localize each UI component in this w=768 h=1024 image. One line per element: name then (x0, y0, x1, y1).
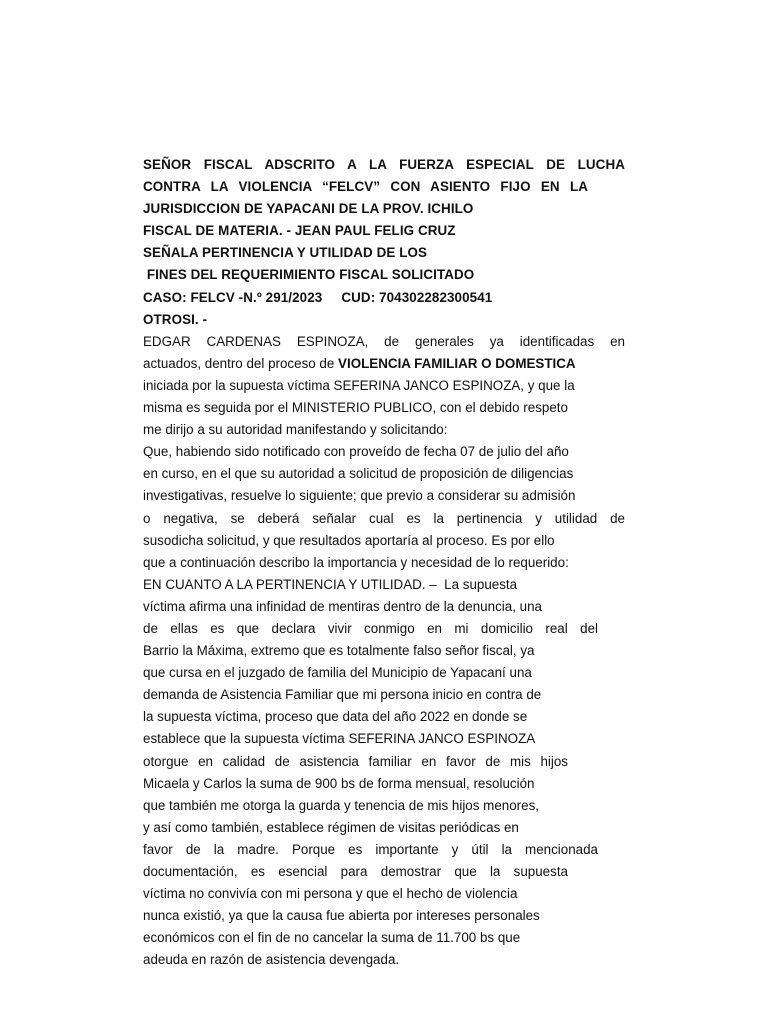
body-line: en curso, en el que su autoridad a solicitud de proposición de diligencias (143, 466, 574, 482)
otrosi-line: OTROSI. - (143, 311, 208, 327)
body-line: me dirijo a su autoridad manifestando y solicitando: (143, 422, 448, 438)
body-line: víctima afirma una infinidad de mentiras dentro de la denuncia, una (143, 598, 542, 614)
header-line: JURISDICCION DE YAPACANI DE LA PROV. ICHILO (143, 201, 474, 217)
body-line: EN CUANTO A LA PERTINENCIA Y UTILIDAD. – La supuesta (143, 576, 518, 592)
body-line: adeuda en razón de asistencia devengada. (143, 952, 400, 968)
body-line: demanda de Asistencia Familiar que mi persona inicio en contra de (143, 687, 542, 703)
body-line: misma es seguida por el MINISTERIO PUBLICO, con el debido respeto (143, 400, 568, 416)
body-line: iniciada por la supuesta víctima SEFERINA JANCO ESPINOZA, y que la (143, 377, 575, 393)
header-line: SEÑALA PERTINENCIA Y UTILIDAD DE LOS (143, 245, 428, 261)
header-line: CONTRA LA VIOLENCIA “FELCV” CON ASIENTO FIJO EN LA (143, 179, 588, 195)
process-type: VIOLENCIA FAMILIAR O DOMESTICA (338, 355, 576, 371)
body-line: investigativas, resuelve lo siguiente; que previo a considerar su admisión (143, 488, 576, 504)
document-text (143, 154, 623, 971)
body-line: favor de la madre. Porque es importante y útil la mencionada (143, 841, 598, 857)
body-line: económicos con el fin de no cancelar la suma de 11.700 bs que (143, 930, 521, 946)
body-line: la supuesta víctima, proceso que data del año 2022 en donde se (143, 709, 528, 725)
header-line: FINES DEL REQUERIMIENTO FISCAL SOLICITADO (143, 267, 475, 283)
case-line: CASO: FELCV -N.º 291/2023 CUD: 704302282300541 (143, 289, 493, 305)
body-line: establece que la supuesta víctima SEFERINA JANCO ESPINOZA (143, 731, 536, 747)
body-line: o negativa, se deberá señalar cual es la pertinencia y utilidad de (143, 510, 625, 526)
body-line: que también me otorga la guarda y tenencia de mis hijos menores, (143, 797, 539, 813)
body-line: documentación, es esencial para demostrar que la supuesta (143, 864, 568, 879)
body-line: Que, habiendo sido notificado con proveído de fecha 07 de julio del año (143, 444, 569, 460)
header-line: SEÑOR FISCAL ADSCRITO A LA FUERZA ESPECIAL DE LUCHA (143, 157, 625, 172)
header-line: FISCAL DE MATERIA. - JEAN PAUL FELIG CRUZ (143, 223, 456, 239)
body-line: nunca existió, ya que la causa fue abierta por intereses personales (143, 908, 540, 924)
body-text: actuados, dentro del proceso de (143, 355, 339, 371)
body-line: de ellas es que declara vivir conmigo en mi domicilio real del (143, 620, 598, 636)
body-line: Micaela y Carlos la suma de 900 bs de forma mensual, resolución (143, 775, 535, 791)
body-line: que a continuación describo la importancia y necesidad de lo requerido: (143, 554, 569, 570)
body-line: EDGAR CARDENAS ESPINOZA, de generales ya identificadas en (143, 333, 625, 349)
body-line: Barrio la Máxima, extremo que es totalmente falso señor fiscal, ya (143, 643, 535, 659)
body-line: que cursa en el juzgado de familia del Municipio de Yapacaní una (143, 665, 532, 681)
body-line: susodicha solicitud, y que resultados aportaría al proceso. Es por ello (143, 532, 555, 548)
body-line: víctima no convivía con mi persona y que el hecho de violencia (143, 886, 518, 902)
body-line (143, 353, 623, 375)
body-line: y así como también, establece régimen de visitas periódicas en (143, 819, 519, 835)
body-line: otorgue en calidad de asistencia familiar en favor de mis hijos (143, 753, 568, 769)
